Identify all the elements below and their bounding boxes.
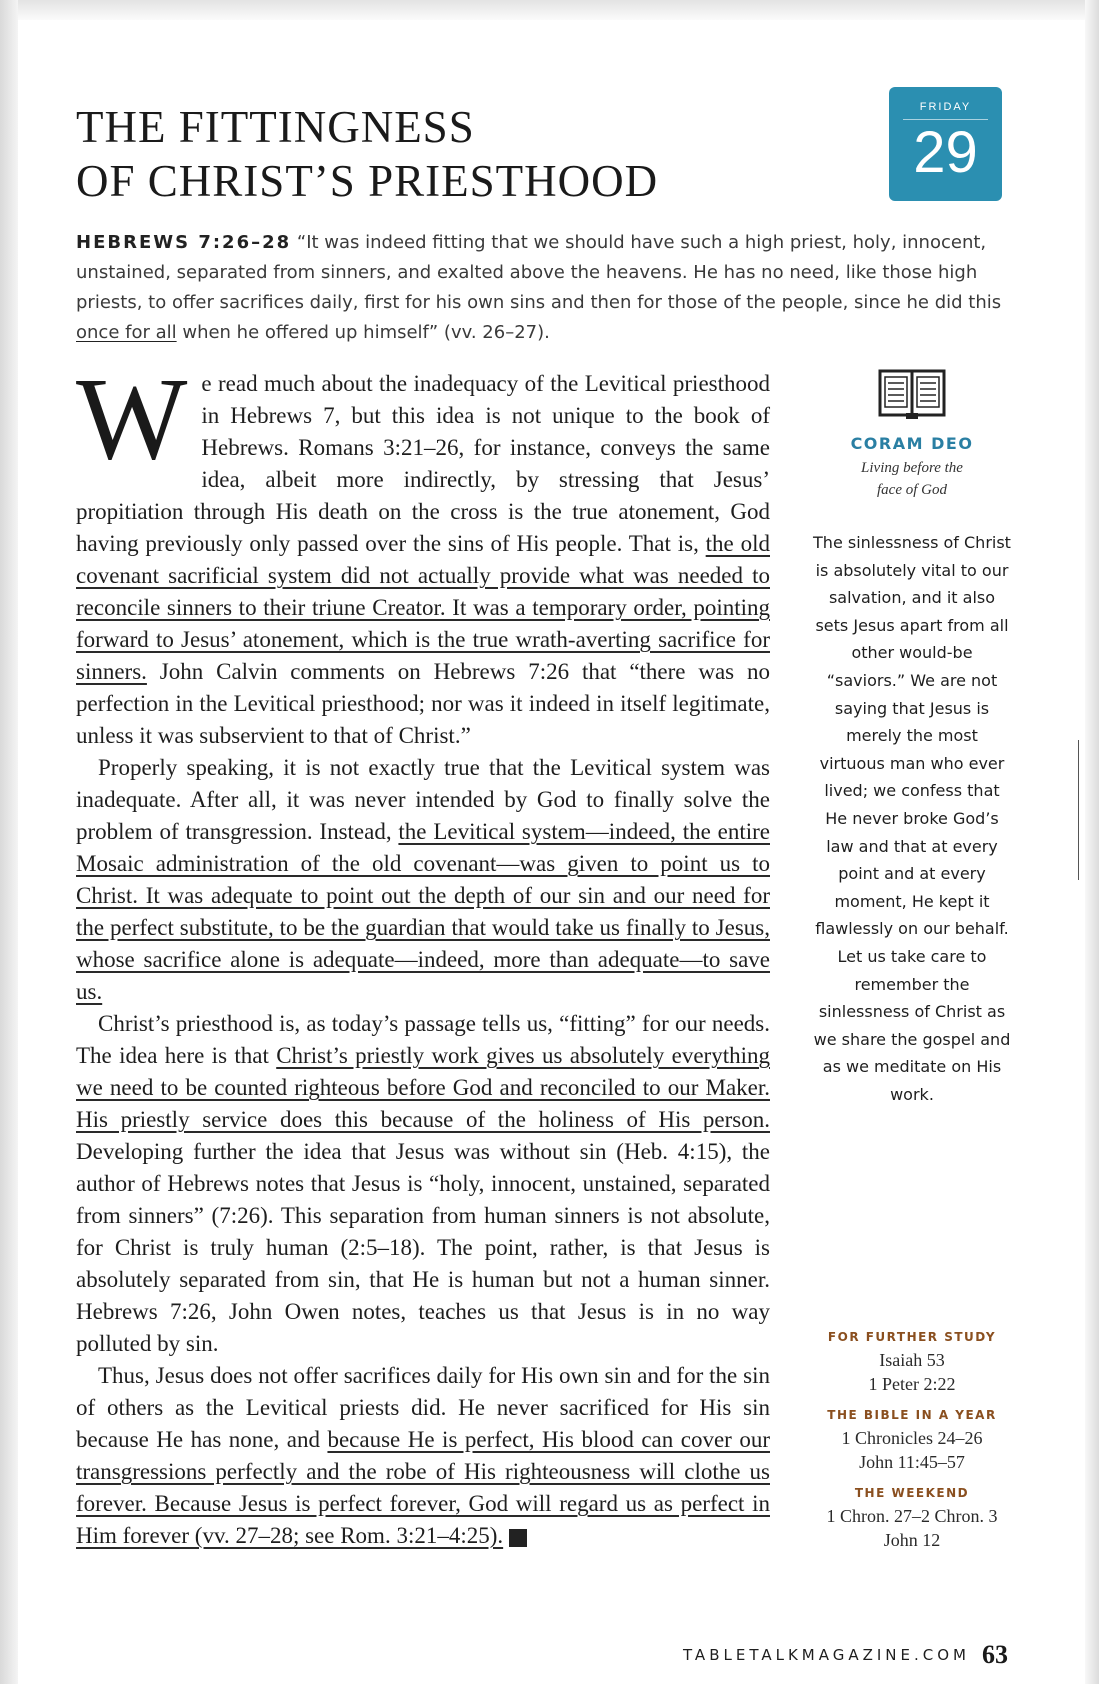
title-line-2: OF CHRIST’S PRIESTHOOD xyxy=(76,156,659,206)
scripture-passage xyxy=(76,228,1006,348)
paragraph-2 xyxy=(76,752,770,1008)
weekend-item: John 12 xyxy=(883,1530,941,1550)
body-text: John Calvin comments on Hebrews 7:26 that “there was no perfection in the Levitical priesthood; nor was it indeed in itself legitimate, unless it was subservient to that of Christ.” xyxy=(76,659,770,748)
scripture-reference: HEBREWS 7:26–28 xyxy=(76,232,292,253)
underlined-passage: because He is perfect, His blood can cover our transgressions perfectly and the robe of His righteousness will clothe us forever. Because Jesus is perfect forever, God will regard us as perfect in Him forever (vv. 27–28; see Rom. 3:21–4:25). xyxy=(76,1427,770,1548)
coram-deo-text: The sinlessness of Christ is absolutely vital to our salvation, and it also sets Jesus apart from all other would-be “saviors.” We are not saying that Jesus is merely the most virtuous man who ever lived; we confess that He never broke God’s law and that at every point and at every moment, He kept it flawlessly on our behalf. Let us take care to remember the sinlessness of Christ as we share the gospel and as we meditate on His work. xyxy=(813,533,1011,1104)
page-top-edge xyxy=(0,0,1099,20)
page-number: 63 xyxy=(982,1640,1008,1669)
underlined-passage: the Levitical system—indeed, the entire Mosaic administration of the old covenant—was given to point us to Christ. It was adequate to point out the depth of our sin and our need for the perfect substitute, to be the guardian that would take us finally to Jesus, whose sacrifice alone is adequate—indeed, more than adequate—to save us. xyxy=(76,819,770,1004)
coram-deo-heading: CORAM DEO xyxy=(850,434,974,453)
body-text: e read much about the inadequacy of the Levitical priesthood in Hebrews 7, but this idea is not unique to the book of Hebrews. Romans 3:21–26, for instance, conveys the same idea, albeit more indirectly, by stressing that Jesus’ propitiation through His death on the cross is the true atonement, God having previously only passed over the sins of His people. That is, xyxy=(76,371,770,556)
paragraph-4 xyxy=(76,1360,770,1552)
page-left-edge xyxy=(0,0,18,1684)
further-study-item: Isaiah 53 xyxy=(879,1350,945,1370)
scripture-text-before: “It was indeed fitting that we should have such a high priest, holy, innocent, unstained, separated from sinners, and exalted above the heavens. He has no need, like those high priests, to offer sacrifices daily, first for his own sins and then for those of the people, since he did this xyxy=(76,232,1002,313)
date-badge-day: FRIDAY xyxy=(903,101,988,120)
weekend-heading: THE WEEKEND xyxy=(854,1486,970,1500)
bible-in-a-year-item: John 11:45–57 xyxy=(859,1452,965,1472)
page-footer xyxy=(648,1640,1008,1670)
further-study-item: 1 Peter 2:22 xyxy=(868,1374,956,1394)
weekend-item: 1 Chron. 27–2 Chron. 3 xyxy=(826,1506,998,1526)
bible-in-a-year-item: 1 Chronicles 24–26 xyxy=(841,1428,983,1448)
margin-rule xyxy=(1078,740,1079,880)
scripture-text-after: when he offered up himself” (vv. 26–27). xyxy=(176,322,550,343)
paragraph-1 xyxy=(76,353,770,752)
page-right-edge xyxy=(1085,0,1099,1684)
further-study-heading: FOR FURTHER STUDY xyxy=(827,1330,997,1344)
further-study-box xyxy=(812,1330,1012,1564)
body-text: Developing further the idea that Jesus was without sin (Heb. 4:15), the author of Hebrews notes that Jesus is “holy, innocent, unstained, separated from sinners” (7:26). This separation from human sinners is not absolute, for Christ is truly human (2:5–18). The point, rather, is that Jesus is absolutely separated from sin, that He is human but not a human sinner. Hebrews 7:26, John Owen notes, teaches us that Jesus is in no way polluted by sin. xyxy=(76,1139,770,1356)
body-text: Christ’s priesthood is, as today’s passage tells us, “fitting” for our needs. The idea here is that xyxy=(76,1011,770,1068)
bible-in-a-year-group xyxy=(812,1408,1012,1474)
book-icon xyxy=(876,368,948,420)
scripture-text-underlined: once for all xyxy=(76,322,177,343)
footer-site: TABLETALKMAGAZINE.COM xyxy=(682,1646,970,1664)
body-text: Properly speaking, it is not exactly true that the Levitical system was inadequate. After all, it was never intended by God to finally solve the problem of transgression. Instead, xyxy=(76,755,770,844)
date-badge xyxy=(889,87,1002,201)
paragraph-3 xyxy=(76,1008,770,1360)
further-study-group xyxy=(812,1330,1012,1396)
underlined-passage: the old covenant sacrificial system did not actually provide what was needed to reconcile sinners to their triune Creator. It was a temporary order, pointing forward to Jesus’ atonement, which is the true wrath-averting sacrifice for sinners. xyxy=(76,531,770,684)
title-line-1: THE FITTINGNESS xyxy=(76,102,475,152)
coram-deo-subheading-line-1: Living before the xyxy=(861,460,963,476)
bible-in-a-year-heading: THE BIBLE IN A YEAR xyxy=(827,1408,997,1422)
page-title xyxy=(76,100,856,208)
date-badge-number: 29 xyxy=(913,120,978,185)
body-text: Thus, Jesus does not offer sacrifices daily for His own sin and for the sin of others as the Levitical priests did. He never sacrificed for His sin because He has none, and xyxy=(76,1363,770,1452)
underlined-passage: Christ’s priestly work gives us absolutely everything we need to be counted righteous before God and reconciled to our Maker. His priestly service does this because of the holiness of His person. xyxy=(76,1043,770,1132)
article-body xyxy=(76,353,770,1552)
drop-cap: W xyxy=(76,353,188,484)
coram-deo-sidebar xyxy=(812,368,1012,1108)
end-mark-icon: T xyxy=(509,1529,527,1547)
weekend-group xyxy=(812,1486,1012,1552)
coram-deo-subheading-line-2: face of God xyxy=(877,482,947,498)
coram-deo-subheading xyxy=(812,457,1012,501)
